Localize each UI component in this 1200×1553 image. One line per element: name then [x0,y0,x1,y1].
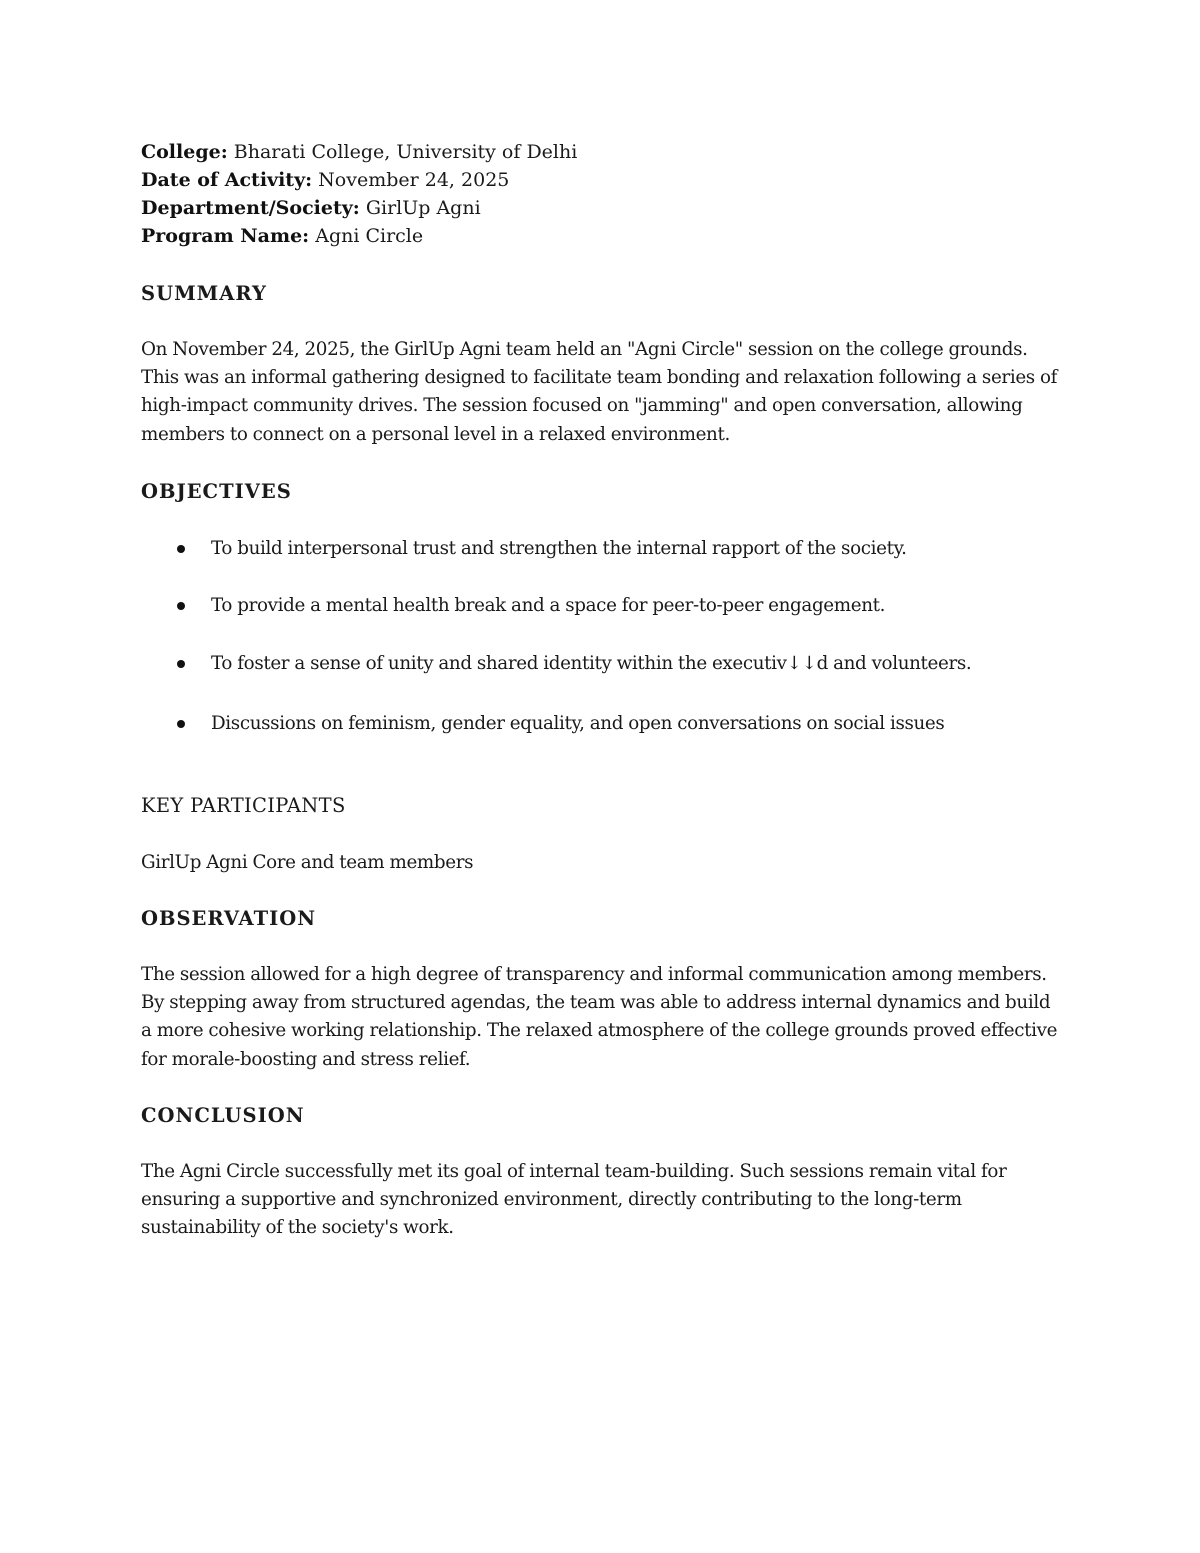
college-value: Bharati College, University of Delhi [233,141,578,163]
objective-text: To foster a sense of unity and shared identity within the executiv↓↓d and volunteers. [211,652,972,674]
program-line [141,222,1061,250]
department-label: Department/Society: [141,197,360,219]
meta-block [141,138,1061,250]
date-line [141,166,1061,194]
participants-heading: KEY PARTICIPANTS [141,793,346,817]
department-line [141,194,1061,222]
objective-text: To build interpersonal trust and strengthen the internal rapport of the society. [211,537,907,559]
summary-text: On November 24, 2025, the GirlUp Agni team held an "Agni Circle" session on the college grounds. This was an informal gathering designed to facilitate team bonding and relaxation following a series of high-impact community drives. The session focused on "jamming" and open conversation, allowing members to connect on a personal level in a relaxed environment. [141,339,1058,445]
objective-item [141,650,1061,678]
date-label: Date of Activity: [141,169,313,191]
program-value: Agni Circle [315,225,424,247]
objective-text: Discussions on feminism, gender equality, and open conversations on social issues [211,712,945,734]
conclusion-text: The Agni Circle successfully met its goal of internal team-building. Such sessions remain vital for ensuring a supportive and synchronized environment, directly contributing to the long-term sustainability of the society's work. [141,1160,1007,1239]
document-page [141,138,1061,1242]
objective-item [141,710,1061,738]
objective-text: To provide a mental health break and a space for peer-to-peer engagement. [211,594,886,616]
observation-text: The session allowed for a high degree of transparency and informal communication among members. By stepping away from structured agendas, the team was able to address internal dynamics and build a more cohesive working relationship. The relaxed atmosphere of the college grounds proved effective for morale-boosting and stress relief. [141,964,1058,1070]
program-label: Program Name: [141,225,310,247]
college-label: College: [141,141,228,163]
objective-item [141,535,1061,563]
objectives-list [141,535,1061,738]
objectives-heading: OBJECTIVES [141,479,292,503]
objective-item [141,592,1061,620]
bullet-icon [177,660,185,668]
college-line [141,138,1061,166]
conclusion-heading: CONCLUSION [141,1103,305,1127]
observation-heading: OBSERVATION [141,907,317,931]
department-value: GirlUp Agni [365,197,481,219]
participants-text: GirlUp Agni Core and team members [141,851,474,873]
bullet-icon [177,720,185,728]
bullet-icon [177,545,185,553]
bullet-icon [177,602,185,610]
summary-heading: SUMMARY [141,282,267,305]
date-value: November 24, 2025 [318,169,510,191]
